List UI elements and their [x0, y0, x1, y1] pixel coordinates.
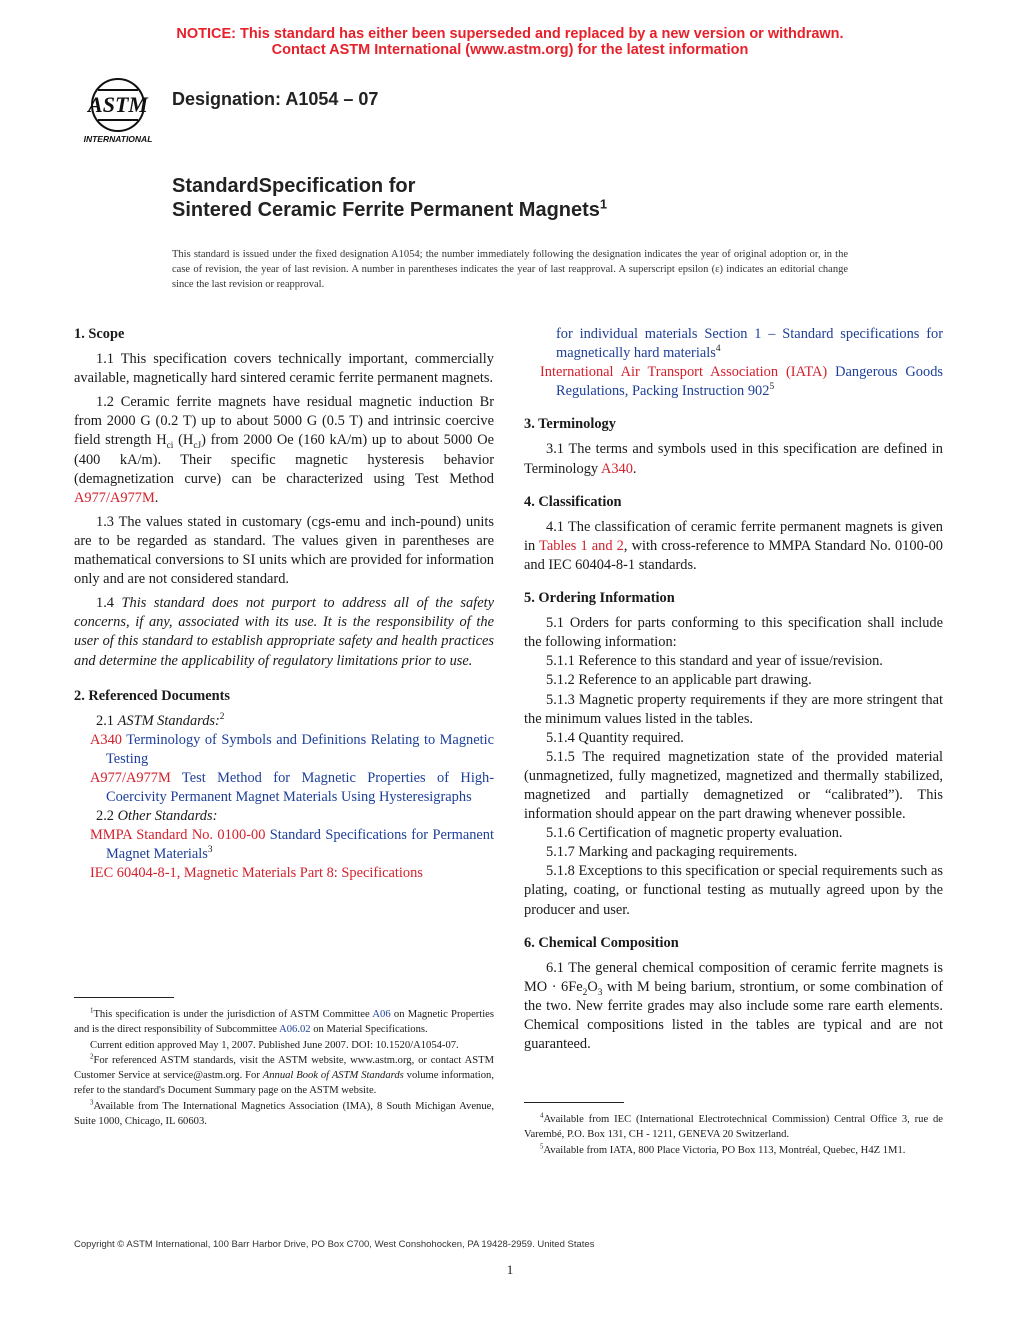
logo-text: ASTM: [88, 92, 148, 117]
para-2-1: [74, 712, 494, 731]
para-1-2-d: .: [154, 489, 159, 506]
left-column: [74, 325, 494, 884]
para-6-1-c: with M being barium, strontium, or some combination of the two. New ferrite grades may also include some rare earth elements. Chemical compositions listed in the tables are typical and are not guaranteed.: [524, 978, 943, 1053]
footnote-4: [524, 1112, 943, 1143]
logo-subtext: INTERNATIONAL: [83, 134, 153, 144]
para-2-1-num: 2.1: [96, 712, 118, 729]
para-5-1-6: 5.1.6 Certification of magnetic property evaluation.: [546, 825, 843, 842]
para-3-1: [524, 440, 943, 478]
ref-a340-code[interactable]: A340: [90, 731, 122, 748]
para-1-3: 1.3 The values stated in customary (cgs-emu and inch-pound) units are to be regarded as standard. The values given in parentheses are mathematical conversions to SI units which are provided for information only and are not considered standard.: [74, 513, 494, 588]
para-5-1-7: 5.1.7 Marking and packaging requirements.: [546, 844, 798, 861]
ref-iata-code[interactable]: International Air Transport Association (IATA): [540, 364, 828, 381]
ref-mmpa-code[interactable]: MMPA Standard No. 0100-00: [90, 827, 266, 844]
title-footnote-ref: 1: [599, 196, 608, 212]
ref-mmpa[interactable]: [90, 826, 494, 864]
para-6-1-sub1: 2: [582, 987, 588, 998]
link-a977[interactable]: A977/A977M: [74, 489, 155, 506]
ref-iec-cont-text[interactable]: for individual materials Section 1 – Standard specifications for magnetically hard materials: [556, 326, 943, 362]
footnote-1-current: Current edition approved May 1, 2007. Published June 2007. DOI: 10.1520/A1054-07.: [90, 1039, 459, 1051]
chemical-heading: 6. Chemical Composition: [524, 934, 679, 951]
footnote-3-sup: 3: [90, 1099, 94, 1107]
para-1-4-text: This standard does not purport to address all of the safety concerns, if any, associated with its use. It is the responsibility of the user of this standard to establish appropriate safety and health practices and determine the applicability of regulatory limitations prior to use.: [74, 595, 494, 669]
ref-iata-title[interactable]: Dangerous Goods Regulations, Packing Instruction 902: [556, 364, 943, 400]
ref-a977[interactable]: [90, 769, 494, 807]
astm-logo-icon: [74, 78, 164, 148]
footnotes-right: [524, 1112, 943, 1158]
para-5-1-3: 5.1.3 Magnetic property requirements if they are more stringent that the minimum values listed in the tables.: [524, 691, 943, 727]
link-a340[interactable]: A340: [600, 460, 633, 477]
ref-a340-title[interactable]: Terminology of Symbols and Definitions Relating to Magnetic Testing: [106, 731, 494, 767]
para-5-1-4: 5.1.4 Quantity required.: [546, 729, 684, 746]
footnote-3-text: Available from The International Magnetics Association (IMA), 8 South Michigan Avenue, Suite 1000, Chicago, IL 60603.: [74, 1100, 494, 1128]
title-line-1: StandardSpecification for: [172, 175, 416, 197]
para-1-2-sub1: ci: [166, 441, 174, 452]
intro-paragraph: This standard is issued under the fixed designation A1054; the number immediately following the designation indicates the year of original adoption or, in the case of revision, the year of last revision. A number in parentheses indicates the year of last reapproval. A superscript epsilon (ε) indicates an editorial change since the last revision or reapproval.: [172, 249, 848, 290]
right-column: [524, 325, 943, 1054]
para-2-1-text: ASTM Standards:: [117, 712, 220, 729]
notice-line-2: Contact ASTM International (www.astm.org) for the latest information: [271, 42, 749, 58]
terminology-heading: 3. Terminology: [524, 416, 616, 433]
para-6-1-a: 6.1 The general chemical composition of ceramic ferrite magnets is MO · 6Fe: [524, 959, 943, 995]
para-4-1-a: 4.1 The classification of ceramic ferrite permanent magnets is given in: [524, 518, 943, 554]
footnote-2-b: volume information, refer to the standard's Document Summary page on the ASTM website.: [74, 1070, 494, 1097]
ref-a977-title[interactable]: Test Method for Magnetic Properties of High-Coercivity Permanent Magnet Materials Using Hysteresigraphs: [106, 769, 494, 806]
para-1-2: [74, 393, 494, 508]
classification-heading: 4. Classification: [524, 493, 622, 510]
para-1-2-c: ) from 2000 Oe (160 kA/m) up to about 5000 Oe (400 kA/m). Their specific magnetic hysteresis behavior (demagnetization curve) can be characterized using Test Method: [74, 432, 494, 487]
footnote-2-italic: Annual Book of ASTM Standards: [262, 1070, 404, 1082]
page-number: 1: [506, 1262, 514, 1277]
footnote-1-sup: 1: [90, 1007, 94, 1015]
footnotes-left: [74, 1007, 494, 1129]
ordering-heading: 5. Ordering Information: [524, 590, 675, 607]
ref-iec-sup: 4: [715, 344, 721, 355]
notice-line-1: NOTICE: This standard has either been superseded and replaced by a new version or withdrawn.: [176, 26, 844, 42]
para-1-1: 1.1 This specification covers technically important, commercially available, magnetically hard sintered ceramic ferrite permanent magnets.: [74, 351, 494, 387]
footnote-2-sup: 2: [90, 1053, 94, 1061]
link-a06-02[interactable]: A06.02: [279, 1024, 311, 1036]
footnote-2: [74, 1053, 494, 1099]
para-2-2-text: Other Standards:: [117, 808, 218, 825]
ref-iec-code[interactable]: IEC 60404-8-1, Magnetic Materials Part 8: Specifications: [90, 865, 423, 882]
link-tables[interactable]: Tables 1 and 2: [539, 537, 624, 554]
para-5-1: 5.1 Orders for parts conforming to this specification shall include the following information:: [524, 615, 943, 651]
footnote-5: [524, 1143, 943, 1158]
footnote-rule-left: [74, 997, 174, 998]
para-5-1-5: 5.1.5 The required magnetization state of the provided material (unmagnetized, fully magnetized, magnetized and thermally stabilized, magnetized and partially demagnetized or “calibrated”). This information should appear on the part drawing whenever possible.: [524, 748, 943, 823]
para-2-2-num: 2.2: [96, 808, 118, 825]
footnote-5-sup: 5: [540, 1143, 544, 1151]
para-2-1-sup: 2: [219, 711, 225, 722]
para-6-1: [524, 959, 943, 1054]
para-1-2-sub2: cJ: [193, 441, 202, 452]
ref-mmpa-sup: 3: [207, 845, 213, 856]
ref-iata-sup: 5: [769, 382, 775, 393]
para-1-2-b: (H: [173, 432, 194, 449]
footnote-5-text: Available from IATA, 800 Place Victoria, PO Box 113, Montréal, Quebec, H4Z 1M1.: [543, 1144, 906, 1156]
footnote-rule-right: [524, 1102, 624, 1103]
para-5-1-8: 5.1.8 Exceptions to this specification or special requirements such as plating, coating, or functional testing as mutually agreed upon by the producer and user.: [524, 863, 943, 918]
para-5-1-2: 5.1.2 Reference to an applicable part drawing.: [546, 672, 812, 689]
footnote-1-a: This specification is under the jurisdiction of ASTM Committee: [93, 1009, 373, 1020]
ref-iec[interactable]: [90, 864, 494, 883]
footnote-3: [74, 1099, 494, 1130]
footnote-1-b: on Magnetic Properties and is the direct responsibility of Subcommittee: [74, 1009, 495, 1036]
para-6-1-b: O: [587, 978, 598, 995]
ref-a340[interactable]: [90, 731, 494, 769]
footnote-2-a: For referenced ASTM standards, visit the ASTM website, www.astm.org, or contact ASTM Customer Service at service@astm.org. For: [74, 1054, 494, 1082]
footnote-4-sup: 4: [540, 1112, 544, 1120]
para-1-4: [74, 594, 494, 670]
copyright-footer: Copyright © ASTM International, 100 Barr Harbor Drive, PO Box C700, West Conshohocken, PA 19428-2959. United States: [74, 1239, 595, 1250]
para-6-1-sub2: 3: [597, 987, 603, 998]
ref-a977-code[interactable]: A977/A977M: [90, 769, 171, 786]
ref-iata[interactable]: [540, 363, 943, 401]
para-3-1-a: 3.1 The terms and symbols used in this specification are defined in Terminology: [524, 441, 943, 477]
footnote-1-c: on Material Specifications.: [310, 1024, 428, 1036]
para-4-1-b: , with cross-reference to MMPA Standard No. 0100-00 and IEC 60404-8-1 standards.: [524, 537, 944, 573]
footnote-1: [74, 1007, 494, 1038]
designation: Designation: A1054 – 07: [172, 89, 379, 109]
ref-mmpa-title[interactable]: Standard Specifications for Permanent Magnet Materials: [106, 827, 495, 863]
footnote-4-text: Available from IEC (International Electrotechnical Commission) Central Office 3, rue de Varembé, P.O. Box 131, CH - 1211, GENEVA 20 Switzerland.: [524, 1114, 943, 1141]
scope-heading: 1. Scope: [74, 326, 125, 342]
para-1-4-num: 1.4: [96, 595, 122, 612]
para-5-1-1: 5.1.1 Reference to this standard and year of issue/revision.: [546, 653, 883, 670]
para-1-2-a: 1.2 Ceramic ferrite magnets have residual magnetic induction Br from 2000 G (0.2 T) up to about 5000 G (0.5 T) and intrinsic coercive field strength H: [74, 394, 494, 449]
refdoc-heading: 2. Referenced Documents: [74, 687, 230, 704]
para-3-1-b: .: [632, 460, 637, 477]
title-text: Sintered Ceramic Ferrite Permanent Magnets: [172, 199, 600, 221]
para-4-1: [524, 518, 943, 575]
link-a06[interactable]: A06: [372, 1009, 391, 1020]
ref-iec-cont[interactable]: [540, 325, 943, 363]
title-line-2: [172, 196, 608, 222]
para-2-2: [74, 807, 494, 826]
